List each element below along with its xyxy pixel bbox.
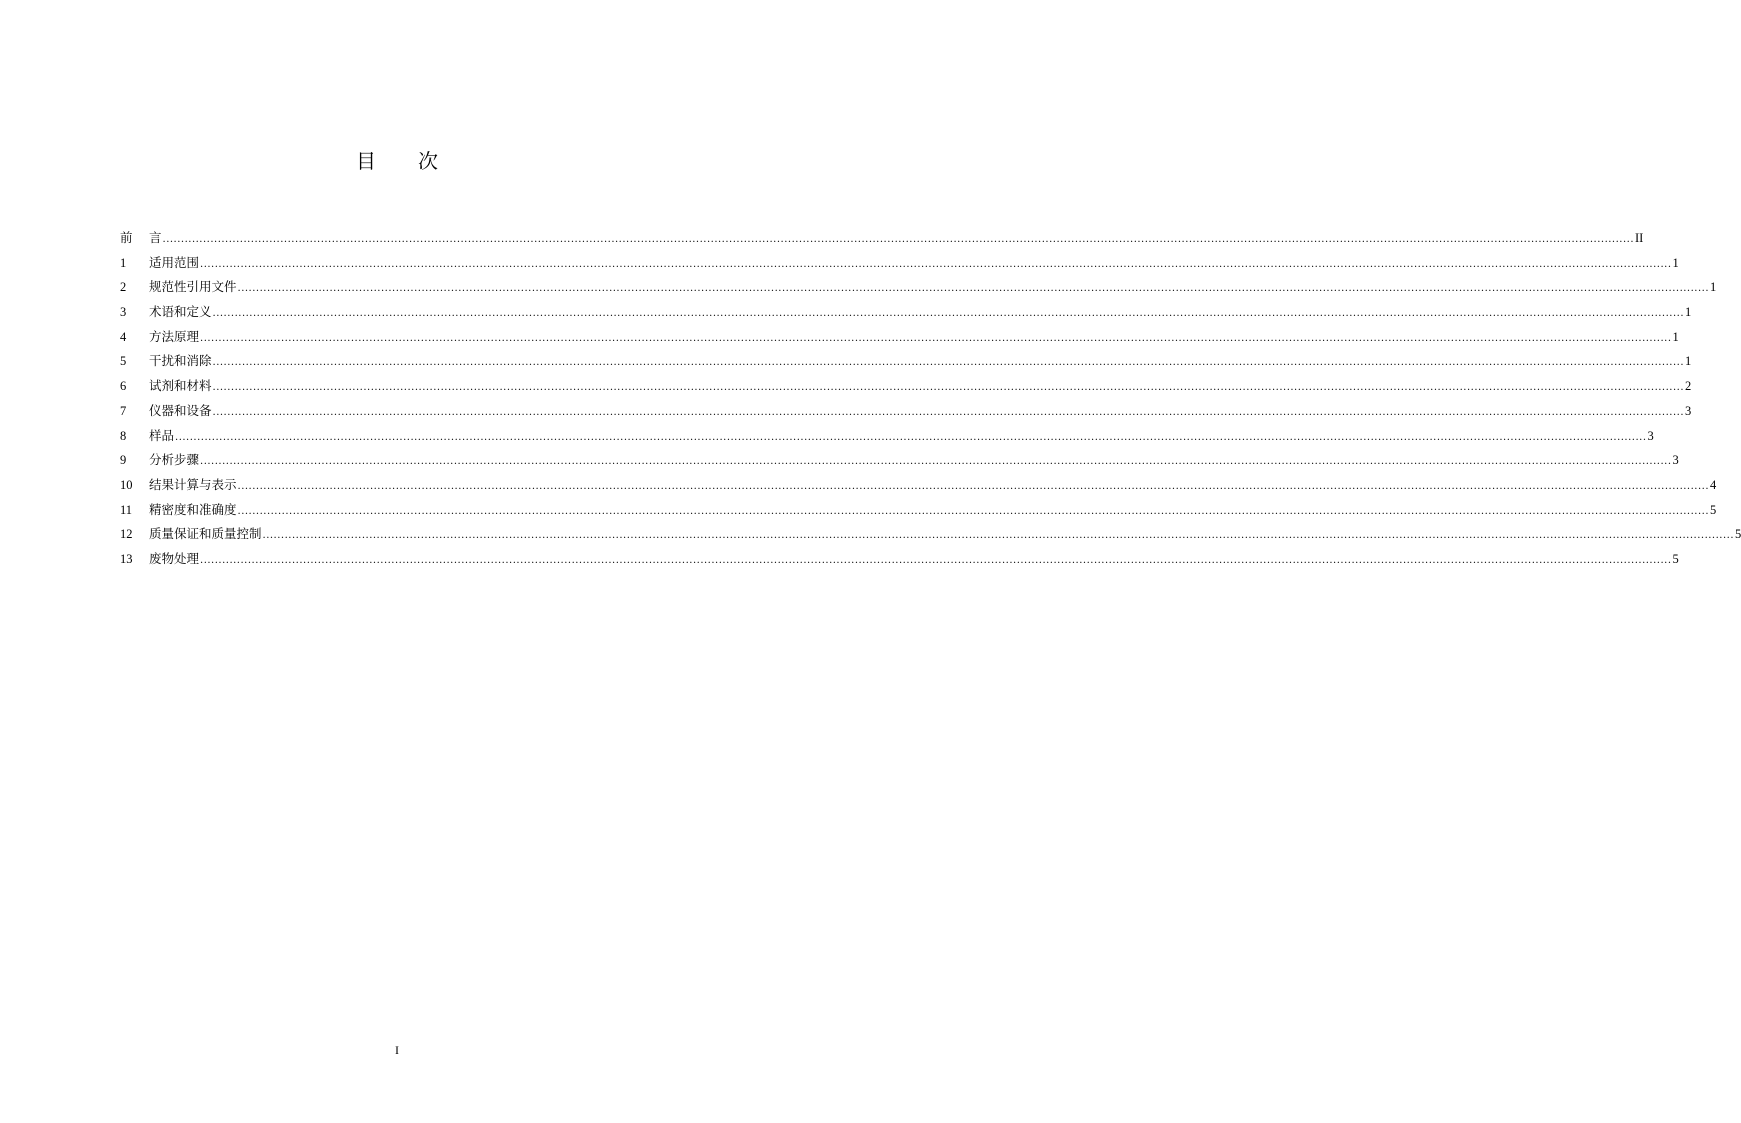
toc-entry-label: 干扰和消除	[149, 353, 212, 369]
toc-entry-7[interactable]	[120, 401, 1692, 426]
toc-entry-page: 1	[1710, 280, 1717, 295]
toc-entry-page: 1	[1685, 354, 1692, 369]
toc-entry-label: 样品	[149, 427, 175, 443]
toc-entry-3[interactable]	[120, 302, 1692, 327]
toc-leader-dots: ................................................................................................................................................................................................................................................................................................................................................................................................................	[262, 530, 1734, 542]
toc-entry-1[interactable]	[120, 253, 1679, 278]
toc-entry-number: 2	[120, 280, 127, 295]
toc-entry-page: 5	[1672, 551, 1679, 566]
toc-entry-8[interactable]	[120, 426, 1654, 451]
page-number: I	[395, 1043, 399, 1057]
toc-entry-page: 2	[1685, 379, 1692, 394]
toc-leader-dots: ................................................................................................................................................................................................................................................................................................................................................................................................................	[212, 382, 1684, 394]
toc-entry-page: 3	[1672, 453, 1679, 468]
toc-leader-dots: ................................................................................................................................................................................................................................................................................................................................................................................................................	[200, 258, 1672, 270]
toc-entry-number: 11	[120, 502, 133, 517]
toc-entry-11[interactable]	[120, 500, 1717, 525]
toc-entry-label: 规范性引用文件	[149, 279, 237, 295]
toc-entry-number: 8	[120, 428, 127, 443]
table-of-contents	[120, 228, 1741, 574]
toc-entry-page: 1	[1672, 329, 1679, 344]
toc-entry-page: 3	[1685, 403, 1692, 418]
title-char-2: 次	[418, 149, 438, 173]
toc-leader-dots: ................................................................................................................................................................................................................................................................................................................................................................................................................	[175, 431, 1647, 443]
toc-entry-preface[interactable]	[120, 228, 1644, 253]
toc-entry-label: 废物处理	[149, 550, 200, 566]
toc-leader-dots: ................................................................................................................................................................................................................................................................................................................................................................................................................	[212, 308, 1684, 320]
toc-leader-dots: ................................................................................................................................................................................................................................................................................................................................................................................................................	[212, 357, 1684, 369]
toc-entry-label: 结果计算与表示	[149, 476, 237, 492]
toc-entry-label: 言	[149, 230, 162, 245]
toc-entry-9[interactable]	[120, 450, 1679, 475]
toc-entry-label: 试剂和材料	[149, 378, 212, 394]
toc-entry-page: II	[1635, 231, 1644, 245]
toc-entry-10[interactable]	[120, 475, 1717, 500]
toc-entry-page: 1	[1672, 255, 1679, 270]
toc-entry-label: 质量保证和质量控制	[149, 526, 262, 542]
toc-entry-4[interactable]	[120, 327, 1679, 352]
toc-entry-page: 5	[1735, 527, 1741, 542]
toc-entry-page: 4	[1710, 477, 1717, 492]
toc-entry-number: 10	[120, 477, 133, 492]
toc-entry-2[interactable]	[120, 277, 1717, 302]
toc-entry-number: 6	[120, 379, 127, 394]
toc-entry-label: 分析步骤	[149, 452, 200, 468]
toc-entry-number: 1	[120, 255, 127, 270]
toc-entry-13[interactable]	[120, 549, 1679, 574]
toc-leader-dots: ................................................................................................................................................................................................................................................................................................................................................................................................................	[200, 554, 1672, 566]
toc-entry-number: 3	[120, 305, 127, 320]
toc-entry-12[interactable]	[120, 524, 1741, 549]
toc-leader-dots: ................................................................................................................................................................................................................................................................................................................................................................................................................	[237, 283, 1709, 295]
title-char-1: 目	[356, 149, 376, 173]
toc-entry-label: 仪器和设备	[149, 402, 212, 418]
toc-entry-6[interactable]	[120, 376, 1692, 401]
toc-leader-dots: ................................................................................................................................................................................................................................................................................................................................................................................................................	[200, 332, 1672, 344]
toc-entry-number: 4	[120, 329, 127, 344]
toc-entry-label: 精密度和准确度	[149, 501, 237, 517]
toc-entry-label: 适用范围	[149, 254, 200, 270]
toc-leader-dots: ................................................................................................................................................................................................................................................................................................................................................................................................................	[200, 456, 1672, 468]
page-title	[0, 146, 794, 176]
toc-entry-label: 术语和定义	[149, 304, 212, 320]
toc-entry-page: 1	[1685, 305, 1692, 320]
toc-entry-number: 13	[120, 551, 133, 566]
toc-entry-page: 5	[1710, 502, 1717, 517]
toc-entry-number: 5	[120, 354, 127, 369]
toc-leader-dots: ................................................................................................................................................................................................................................................................................................................................................................................................................	[162, 234, 1634, 245]
toc-entry-5[interactable]	[120, 351, 1692, 376]
toc-entry-label: 方法原理	[149, 328, 200, 344]
toc-entry-number: 前	[120, 230, 133, 245]
toc-entry-number: 7	[120, 403, 127, 418]
toc-entry-number: 12	[120, 527, 133, 542]
toc-entry-page: 3	[1647, 428, 1654, 443]
toc-leader-dots: ................................................................................................................................................................................................................................................................................................................................................................................................................	[212, 406, 1684, 418]
toc-leader-dots: ................................................................................................................................................................................................................................................................................................................................................................................................................	[237, 505, 1709, 517]
toc-leader-dots: ................................................................................................................................................................................................................................................................................................................................................................................................................	[237, 480, 1709, 492]
toc-entry-number: 9	[120, 453, 127, 468]
